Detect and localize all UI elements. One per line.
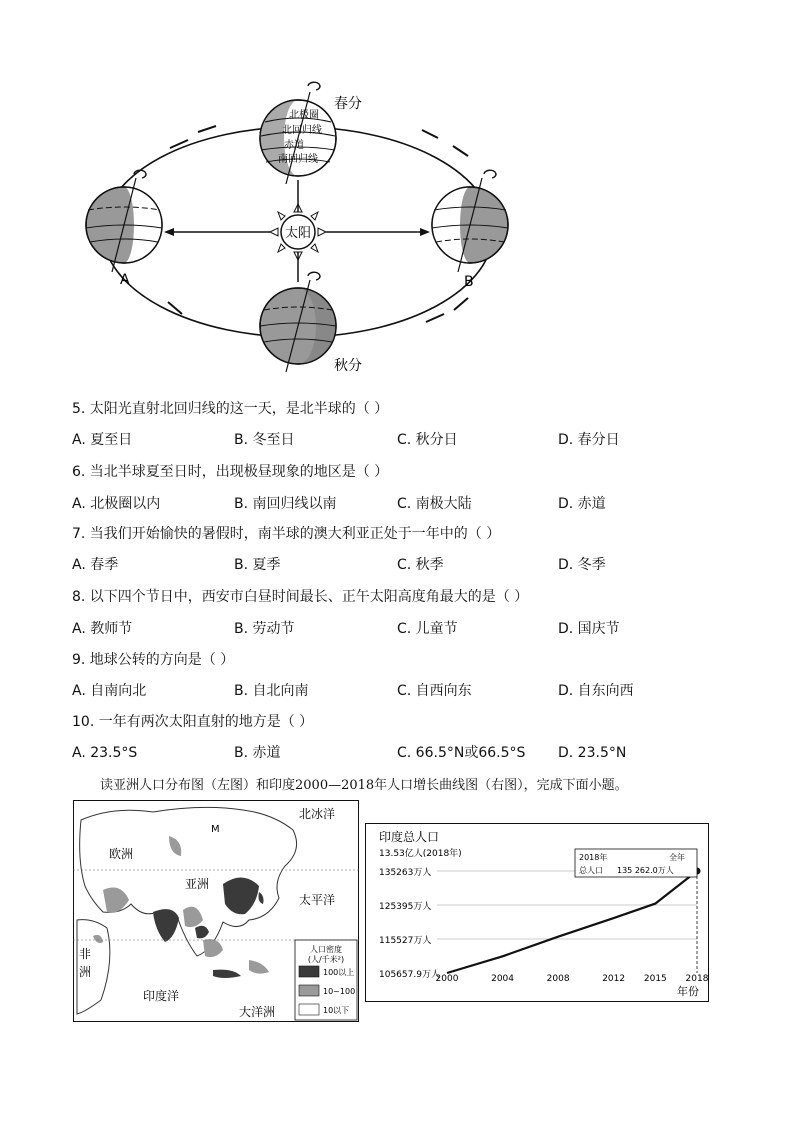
option-a[interactable]: A. 北极圈以内 bbox=[72, 496, 161, 512]
legend-title: 人口密度 bbox=[310, 945, 342, 954]
map-legend bbox=[295, 940, 357, 1020]
question-stem: 5. 太阳光直射北回归线的这一天，是北半球的（ ） bbox=[72, 401, 389, 417]
option-b[interactable]: B. 夏季 bbox=[234, 557, 281, 573]
option-c[interactable]: C. 秋分日 bbox=[397, 432, 458, 448]
option-c[interactable]: C. 秋季 bbox=[397, 557, 444, 573]
option-d[interactable]: D. 春分日 bbox=[558, 432, 620, 448]
label-b: B bbox=[464, 274, 474, 290]
globe-b bbox=[432, 170, 508, 272]
annotation-full-year: 全年 bbox=[669, 853, 685, 862]
globe-autumn bbox=[260, 272, 336, 372]
legend-item-medium: 10~100 bbox=[323, 987, 356, 996]
legend-unit: (人/千米²) bbox=[307, 955, 345, 964]
globe-spring bbox=[260, 82, 336, 184]
question-stem: 9. 地球公转的方向是（ ） bbox=[72, 652, 235, 668]
label-pacific: 太平洋 bbox=[299, 893, 336, 907]
option-d[interactable]: D. 国庆节 bbox=[558, 621, 620, 637]
option-a[interactable]: A. 23.5°S bbox=[72, 745, 138, 761]
label-europe: 欧洲 bbox=[109, 847, 134, 861]
option-b[interactable]: B. 赤道 bbox=[234, 745, 281, 761]
legend-item-low: 10以下 bbox=[323, 1006, 350, 1015]
option-d[interactable]: D. 23.5°N bbox=[558, 745, 627, 761]
option-b[interactable]: B. 劳动节 bbox=[234, 621, 295, 637]
sun-label: 太阳 bbox=[284, 226, 312, 241]
chart-subtitle: 13.53亿人(2018年) bbox=[379, 849, 462, 859]
label-oceania: 大洋洲 bbox=[239, 1005, 276, 1019]
question-stem: 6. 当北半球夏至日时，出现极昼现象的地区是（ ） bbox=[72, 464, 389, 480]
option-d[interactable]: D. 赤道 bbox=[558, 496, 606, 512]
y-tick-label: 105657.9万人 bbox=[379, 970, 440, 980]
option-b[interactable]: B. 冬至日 bbox=[234, 432, 295, 448]
label-asia: 亚洲 bbox=[185, 877, 210, 891]
option-a[interactable]: A. 教师节 bbox=[72, 621, 133, 637]
y-tick-label: 125395万人 bbox=[379, 901, 432, 912]
question-stem: 10. 一年有两次太阳直射的地方是（ ） bbox=[72, 714, 314, 730]
label-a: A bbox=[120, 272, 130, 288]
label-africa-2: 洲 bbox=[79, 965, 92, 979]
asia-population-map bbox=[73, 800, 359, 1022]
x-tick-label: 2015 bbox=[643, 974, 667, 984]
label-autumn: 秋分 bbox=[334, 358, 362, 374]
question-stem: 7. 当我们开始愉快的暑假时，南半球的澳大利亚正处于一年中的（ ） bbox=[72, 526, 501, 542]
orbit-diagram bbox=[70, 70, 540, 380]
chart-title: 印度总人口 bbox=[379, 830, 440, 844]
option-d[interactable]: D. 自东向西 bbox=[558, 683, 634, 699]
legend-item-high: 100以上 bbox=[323, 968, 355, 977]
section-intro: 读亚洲人口分布图（左图）和印度2000—2018年人口增长曲线图（右图），完成下面小题。 bbox=[100, 778, 628, 793]
option-c[interactable]: C. 66.5°N或66.5°S bbox=[397, 745, 526, 761]
option-b[interactable]: B. 自北向南 bbox=[234, 683, 309, 699]
option-a[interactable]: A. 夏至日 bbox=[72, 432, 133, 448]
option-b[interactable]: B. 南回归线以南 bbox=[234, 496, 337, 512]
label-tropic-capricorn: 南回归线 bbox=[278, 154, 318, 165]
option-d[interactable]: D. 冬季 bbox=[558, 557, 606, 573]
y-tick-label: 135263万人 bbox=[379, 868, 432, 878]
label-arctic-ocean: 北冰洋 bbox=[299, 807, 336, 821]
annotation-total-value: 135 262.0万人 bbox=[617, 866, 674, 875]
india-population-chart bbox=[365, 823, 709, 1003]
x-tick-label: 2008 bbox=[546, 974, 570, 984]
option-c[interactable]: C. 南极大陆 bbox=[397, 496, 472, 512]
annotation-total-label: 总人口 bbox=[579, 866, 603, 875]
option-c[interactable]: C. 儿童节 bbox=[397, 621, 458, 637]
label-spring: 春分 bbox=[334, 96, 362, 112]
label-map-marker: M bbox=[211, 824, 220, 835]
label-indian-ocean: 印度洋 bbox=[143, 989, 180, 1003]
option-c[interactable]: C. 自西向东 bbox=[397, 683, 472, 699]
question-stem: 8. 以下四个节日中，西安市白昼时间最长、正午太阳高度角最大的是（ ） bbox=[72, 589, 529, 605]
label-tropic-cancer: 北回归线 bbox=[282, 125, 322, 136]
x-tick-label: 2004 bbox=[491, 974, 515, 984]
option-a[interactable]: A. 春季 bbox=[72, 557, 119, 573]
x-tick-label: 2018 bbox=[685, 974, 709, 984]
x-axis-label: 年份 bbox=[677, 985, 699, 998]
y-tick-label: 115527万人 bbox=[379, 935, 432, 946]
chart-annotation bbox=[575, 849, 697, 877]
option-a[interactable]: A. 自南向北 bbox=[72, 683, 147, 699]
label-equator: 赤道 bbox=[284, 140, 304, 151]
x-tick-label: 2012 bbox=[602, 974, 626, 984]
label-arctic-circle: 北极圈 bbox=[289, 110, 319, 121]
x-tick-label: 2000 bbox=[435, 974, 459, 984]
label-africa-1: 非 bbox=[79, 947, 92, 961]
annotation-year: 2018年 bbox=[579, 853, 608, 862]
